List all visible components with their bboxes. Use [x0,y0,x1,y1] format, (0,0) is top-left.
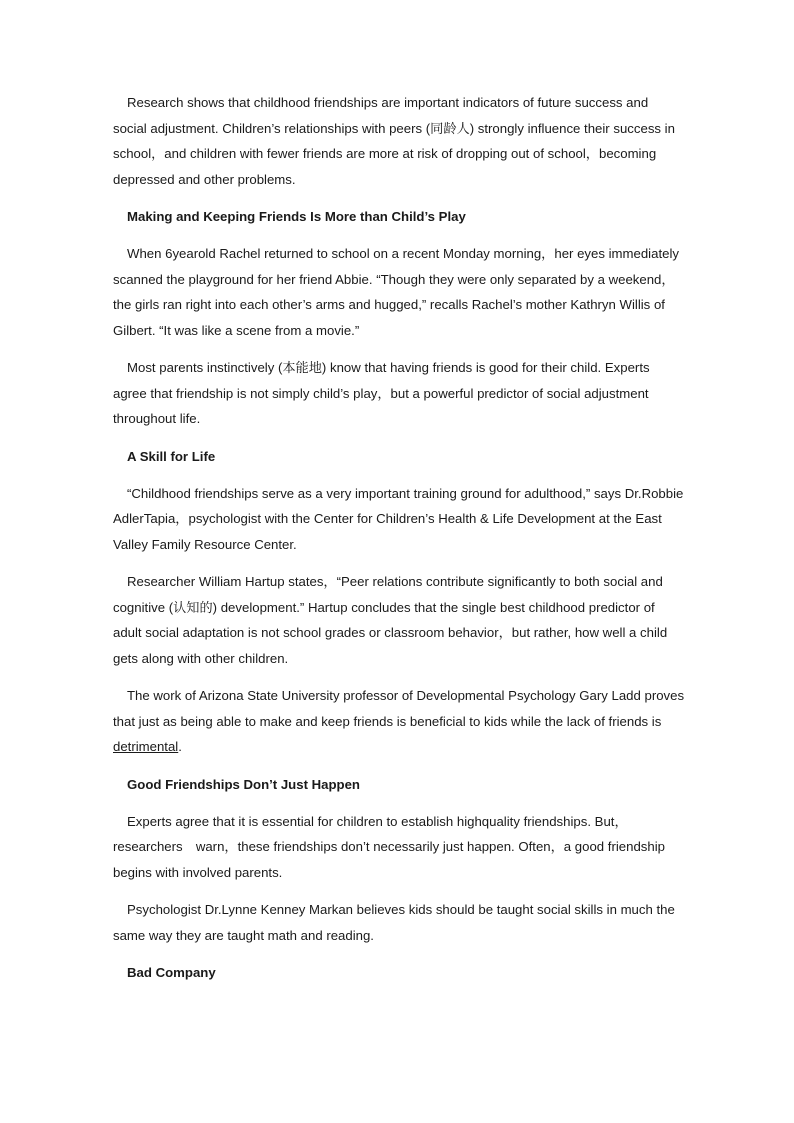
paragraph-hartup: Researcher William Hartup states，“Peer relations contribute significantly to both social and cognitive (认知的) development.” Hartup concludes that the single best childhood predictor of adult social adaptation is not school grades or classroom behavior，but rather, how well a child gets along with other children. [113,574,668,666]
heading-good-friendships: Good Friendships Don’t Just Happen [127,776,360,792]
paragraph-ladd-text: The work of Arizona State University professor of Developmental Psychology Gary Ladd proves that just as being able to make and keep friends is beneficial to kids while the lack of friends is [113,688,685,729]
paragraph-ladd-end: . [178,739,182,754]
paragraph-experts: Experts agree that it is essential for children to establish highquality friendships. But，researchers warn，these friendships don’t necessarily just happen. Often，a good friendship begins with involved parents. [113,813,665,880]
heading-making-friends: Making and Keeping Friends Is More than Child’s Play [127,209,466,224]
paragraph-adler-tapia: “Childhood friendships serve as a very important training ground for adulthood,” says Dr.Robbie AdlerTapia，psychologist with the Center for Children’s Health & Life Development at the East Valley Family Resource Center. [113,485,684,552]
heading-bad-company: Bad Company [127,965,216,980]
paragraph-intro: Research shows that childhood friendships are important indicators of future success and social adjustment. Children’s relationships with peers (同龄人) strongly influence their success in school，and children with fewer friends are more at risk of dropping out of school，becoming depressed and other problems. [113,95,675,187]
paragraph-markan: Psychologist Dr.Lynne Kenney Markan believes kids should be taught social skills in much the same way they are taught math and reading. [113,902,675,943]
paragraph-ladd [113,683,685,760]
document-body [113,90,693,997]
paragraph-parents: Most parents instinctively (本能地) know that having friends is good for their child. Experts agree that friendship is not simply child’s play，but a powerful predictor of social adjustment throughout life. [113,360,650,426]
paragraph-rachel: When 6yearold Rachel returned to school on a recent Monday morning，her eyes immediately scanned the playground for her friend Abbie. “Though they were only separated by a weekend，the girls ran right into each other’s arms and hugged,” recalls Rachel’s mother Kathryn Willis of Gilbert. “It was like a scene from a movie.” [113,246,693,338]
heading-skill-for-life: A Skill for Life [127,448,216,464]
underlined-word: detrimental [113,739,179,754]
